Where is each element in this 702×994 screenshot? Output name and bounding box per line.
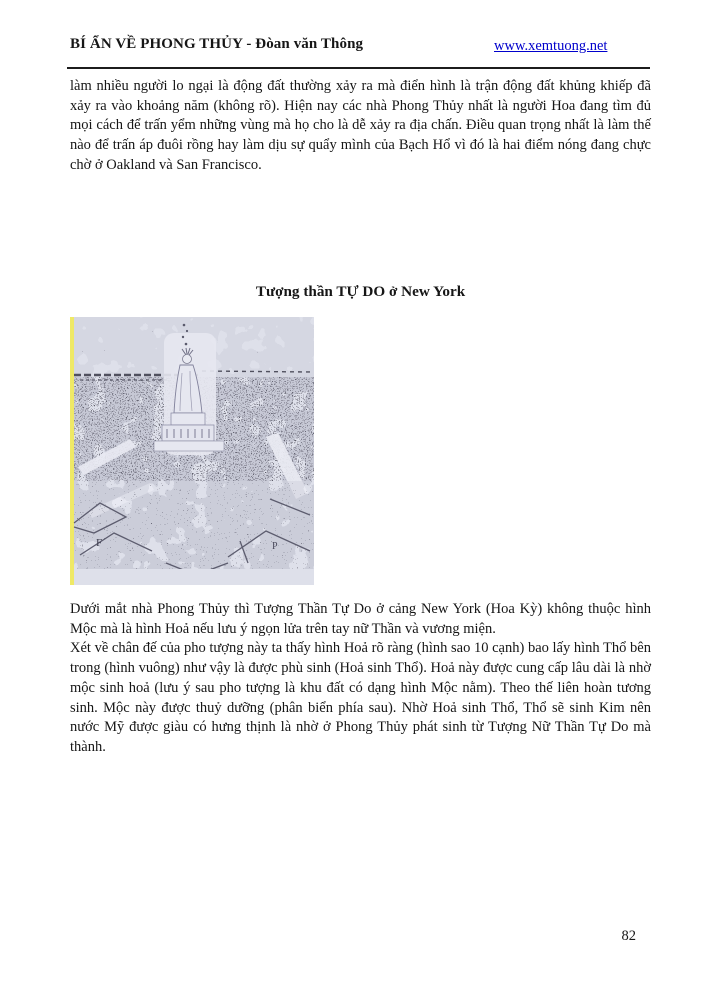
analysis-paragraph-2: Xét về chân đế của pho tượng này ta thấy hình Hoả rõ ràng (hình sao 10 cạnh) bao lấy hình Thổ bên trong (hình vuông) như vậy là được phù sinh (Hoả sinh Thổ). Hoả này được cung cấp lâu dài là nhờ mộc sinh hoả (lưu ý sau pho tượng là khu đất có dạng hình Mộc nằm). Theo thế liên hoàn tương sinh. Mộc này được thuỷ dưỡng (phân biển phía sau). Nhờ Hoả sinh Thổ, Thổ sẽ sinh Kim nên nước Mỹ được giàu có hưng thịnh là nhờ ở Phong Thủy phát sinh từ Tượng Nữ Thần Tự Do mà thành. — [70, 640, 651, 755]
photo-left-yellow-stripe — [70, 317, 74, 585]
intro-paragraph: làm nhiều người lo ngại là động đất thường xảy ra mà điển hình là trận động đất khủng khiếp đã xảy ra vào khoảng năm (không rõ). Hiện nay các nhà Phong Thủy nhất là người Hoa đang tìm đủ mọi cách để trấn yểm những vùng mà họ cho là dễ xảy ra địa chấn. Điều quan trọng nhất là làm thế nào để trấn áp đuôi rồng hay làm dịu sự quẩy mình của Bạch Hổ vì đó là hai điểm nóng đang chực chờ ở Oakland và San Francisco. — [70, 78, 651, 173]
analysis-paragraphs — [70, 600, 651, 758]
photo-bottom-grain — [74, 569, 314, 585]
statue-of-liberty-scan-illustration — [70, 317, 314, 585]
analysis-paragraph-1: Dưới mắt nhà Phong Thủy thì Tượng Thần Tự Do ở cảng New York (Hoa Kỳ) không thuộc hình Mộc mà là hình Hoả nếu lưu ý ngọn lửa trên tay nữ Thần và vương miện. — [70, 601, 651, 637]
page-number: 82 — [621, 928, 636, 944]
section-heading: Tượng thần TỰ DO ở New York — [255, 283, 466, 300]
header-divider-rule — [67, 67, 650, 69]
statue-of-liberty-figure — [70, 317, 314, 585]
fort-letter-p: P — [272, 541, 278, 552]
document-header-title: BÍ ẨN VỀ PHONG THỦY - Đòan văn Thông — [70, 36, 364, 52]
fort-letter-f: F — [96, 537, 103, 549]
header-website-link[interactable]: www.xemtuong.net — [494, 38, 608, 54]
